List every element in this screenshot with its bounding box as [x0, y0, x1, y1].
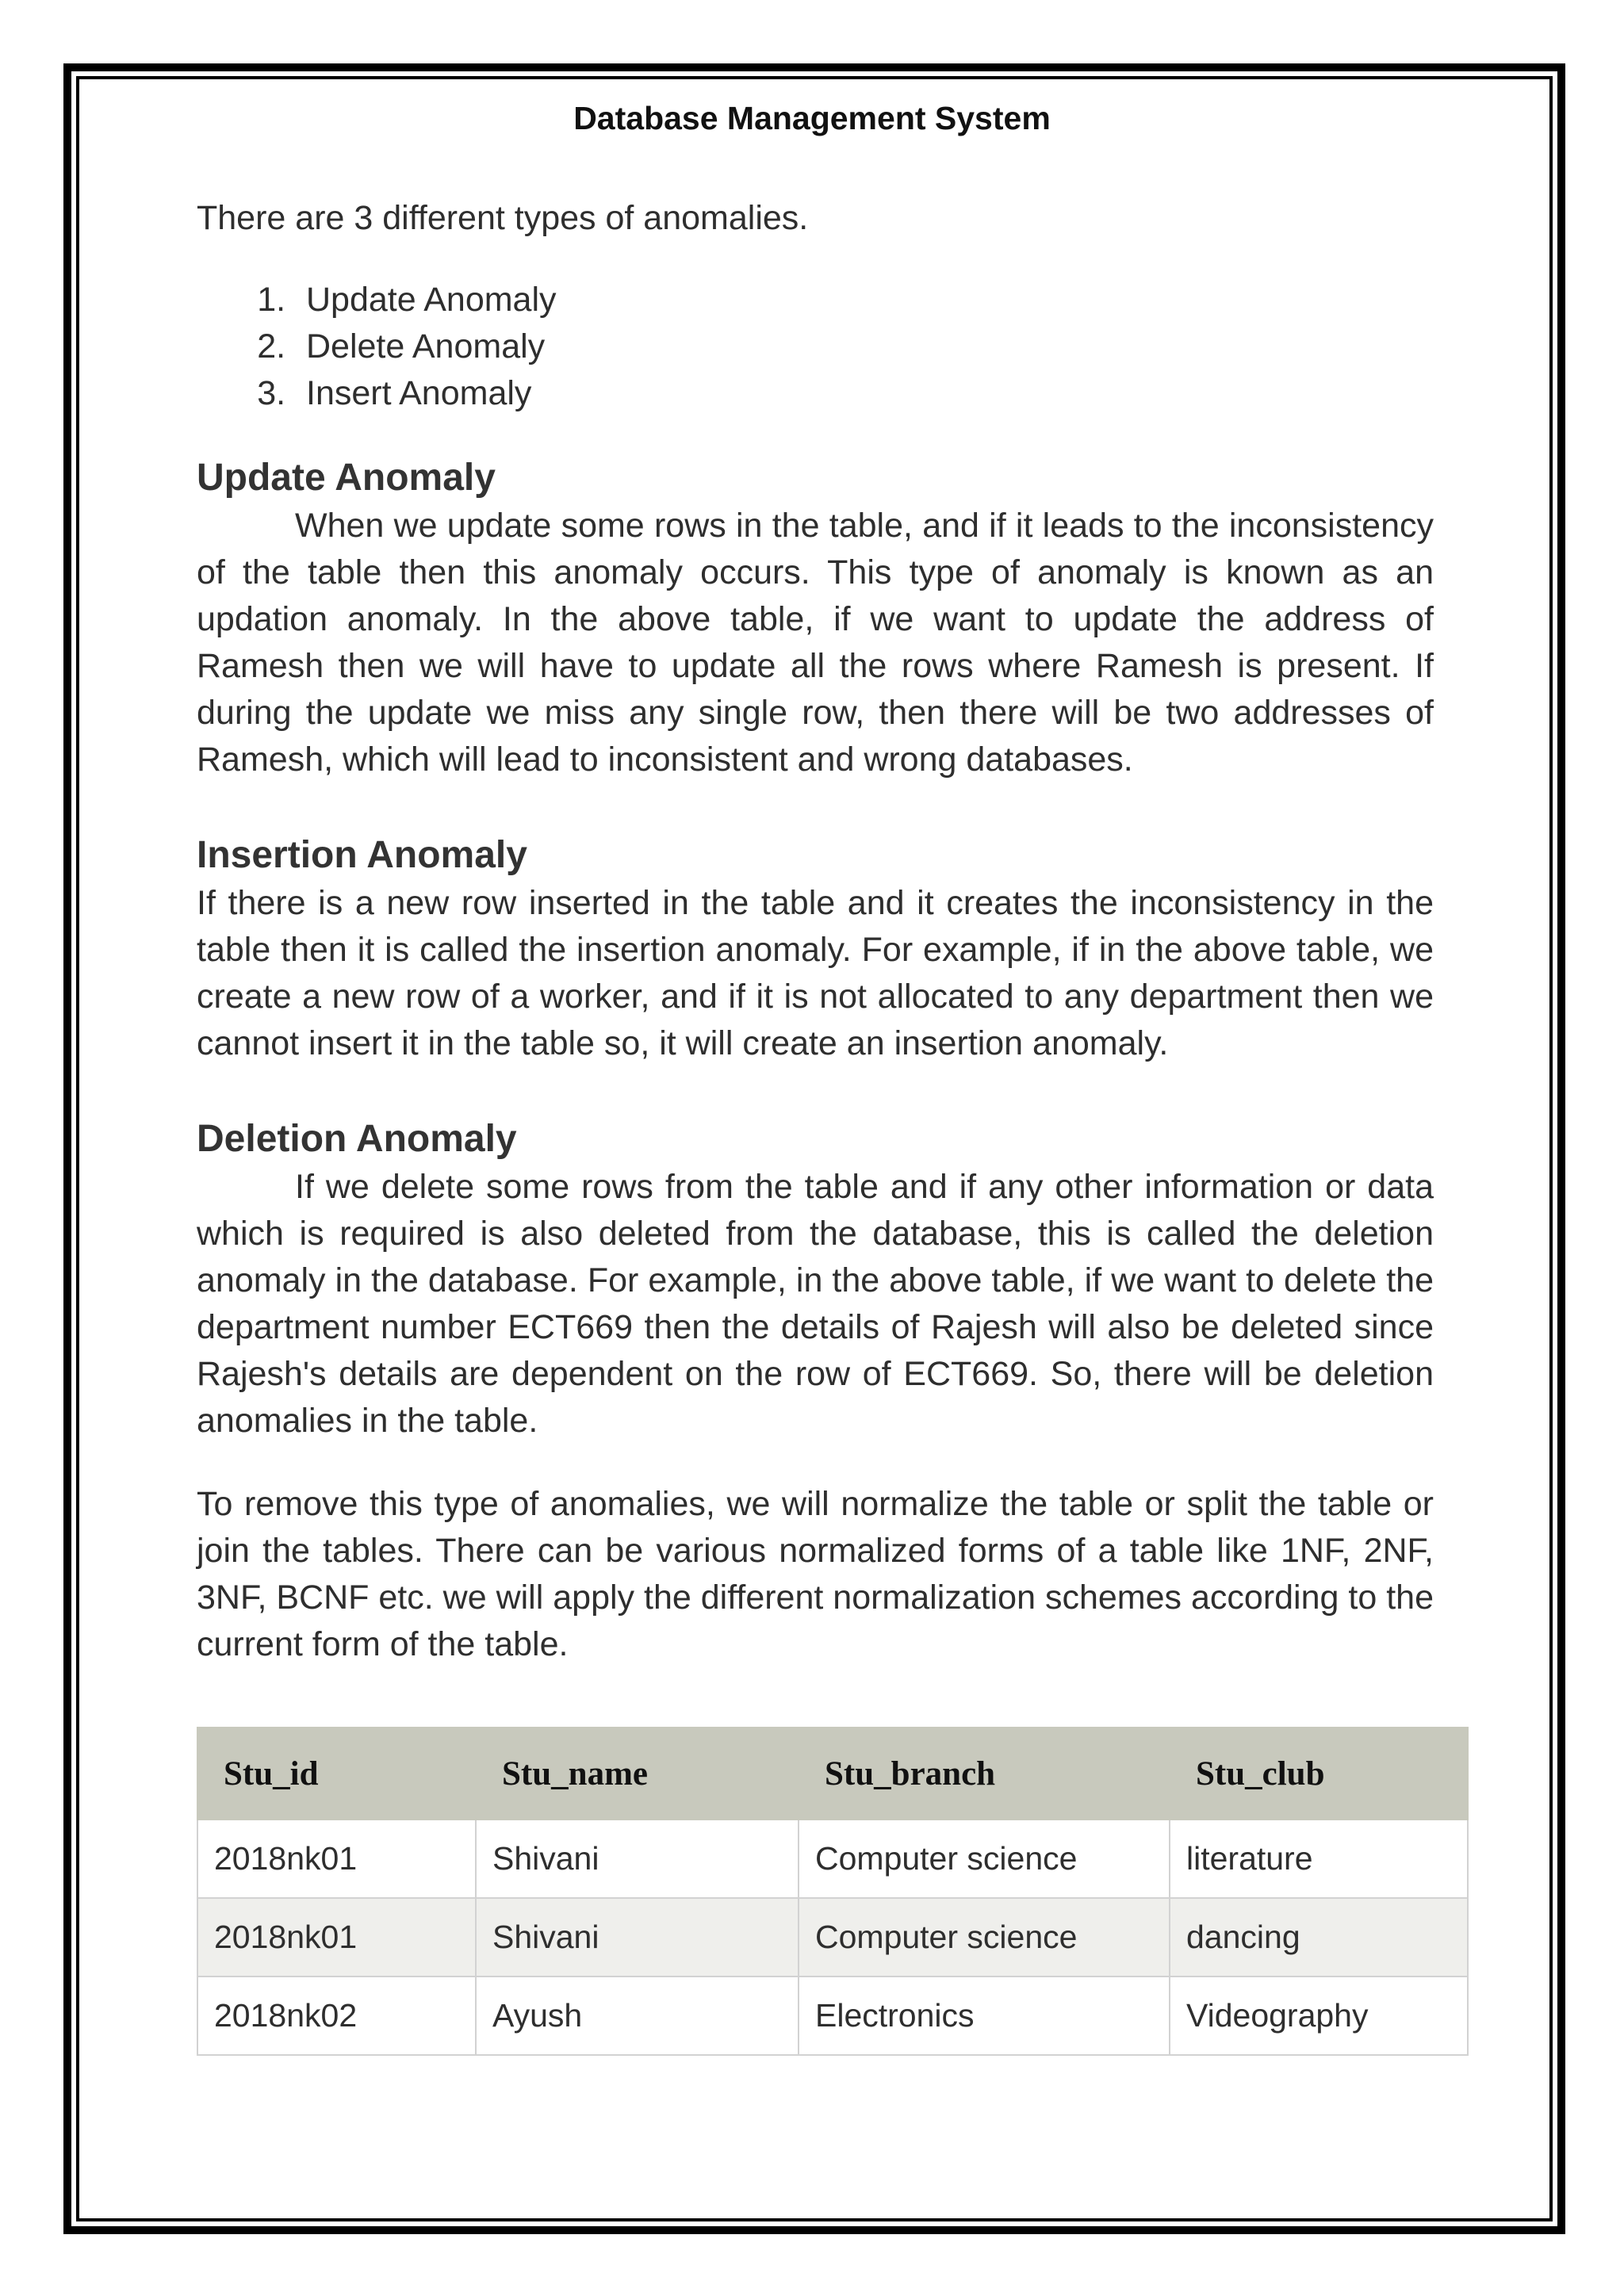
table-cell: 2018nk01 [197, 1898, 476, 1976]
column-header: Stu_club [1170, 1728, 1468, 1820]
column-header: Stu_id [197, 1728, 476, 1820]
table-cell: Computer science [799, 1820, 1170, 1898]
list-item: 2. Delete Anomaly [295, 323, 1434, 370]
anomaly-list [197, 277, 1434, 417]
deletion-anomaly-heading: Deletion Anomaly [197, 1118, 517, 1160]
closing-paragraph: To remove this type of anomalies, we will normalize the table or split the table or join the tables. There can be various normalized forms of a table like 1NF, 2NF, 3NF, BCNF etc. we will apply the different normalization schemes according to the current form of the table. [197, 1485, 1434, 1663]
table-cell: Shivani [476, 1898, 799, 1976]
deletion-anomaly-paragraph: If we delete some rows from the table and if any other information or data which is required is also deleted from the database, this is called the deletion anomaly in the database. For example, in the above table, if we want to delete the department number ECT669 then the details of Rajesh will also be deleted since Rajesh's details are dependent on the row of ECT669. So, there will be deletion anomalies in the table. [197, 1168, 1434, 1440]
table-row [197, 1820, 1468, 1898]
list-item: 3. Insert Anomaly [295, 370, 1434, 417]
table-cell: Ayush [476, 1976, 799, 2055]
insertion-anomaly-heading: Insertion Anomaly [197, 834, 527, 876]
table-cell: Shivani [476, 1820, 799, 1898]
table-header-row [197, 1728, 1468, 1820]
table-cell: Computer science [799, 1898, 1170, 1976]
table-cell: dancing [1170, 1898, 1468, 1976]
student-table [197, 1727, 1469, 2056]
table-cell: 2018nk01 [197, 1820, 476, 1898]
student-table-container [197, 1727, 1467, 2056]
list-item: 1. Update Anomaly [295, 277, 1434, 323]
intro-paragraph: There are 3 different types of anomalies. [197, 199, 809, 237]
insertion-anomaly-paragraph: If there is a new row inserted in the table and it creates the inconsistency in the table then it is called the insertion anomaly. For example, if in the above table, we create a new row of a worker, and if it is not allocated to any department then we cannot insert it in the table so, it will create an insertion anomaly. [197, 884, 1434, 1062]
column-header: Stu_branch [799, 1728, 1170, 1820]
column-header: Stu_name [476, 1728, 799, 1820]
update-anomaly-paragraph: When we update some rows in the table, and if it leads to the inconsistency of the table then this anomaly occurs. This type of anomaly is known as an updation anomaly. In the above table, if we want to update the address of Ramesh then we will have to update all the rows where Ramesh is present. If during the update we miss any single row, then there will be two addresses of Ramesh, which will lead to inconsistent and wrong databases. [197, 507, 1434, 779]
table-cell: 2018nk02 [197, 1976, 476, 2055]
table-cell: literature [1170, 1820, 1468, 1898]
table-cell: Electronics [799, 1976, 1170, 2055]
table-row [197, 1898, 1468, 1976]
table-cell: Videography [1170, 1976, 1468, 2055]
update-anomaly-heading: Update Anomaly [197, 457, 496, 499]
table-row [197, 1976, 1468, 2055]
page-header-title: Database Management System [573, 100, 1051, 136]
document-body [197, 195, 1434, 1668]
